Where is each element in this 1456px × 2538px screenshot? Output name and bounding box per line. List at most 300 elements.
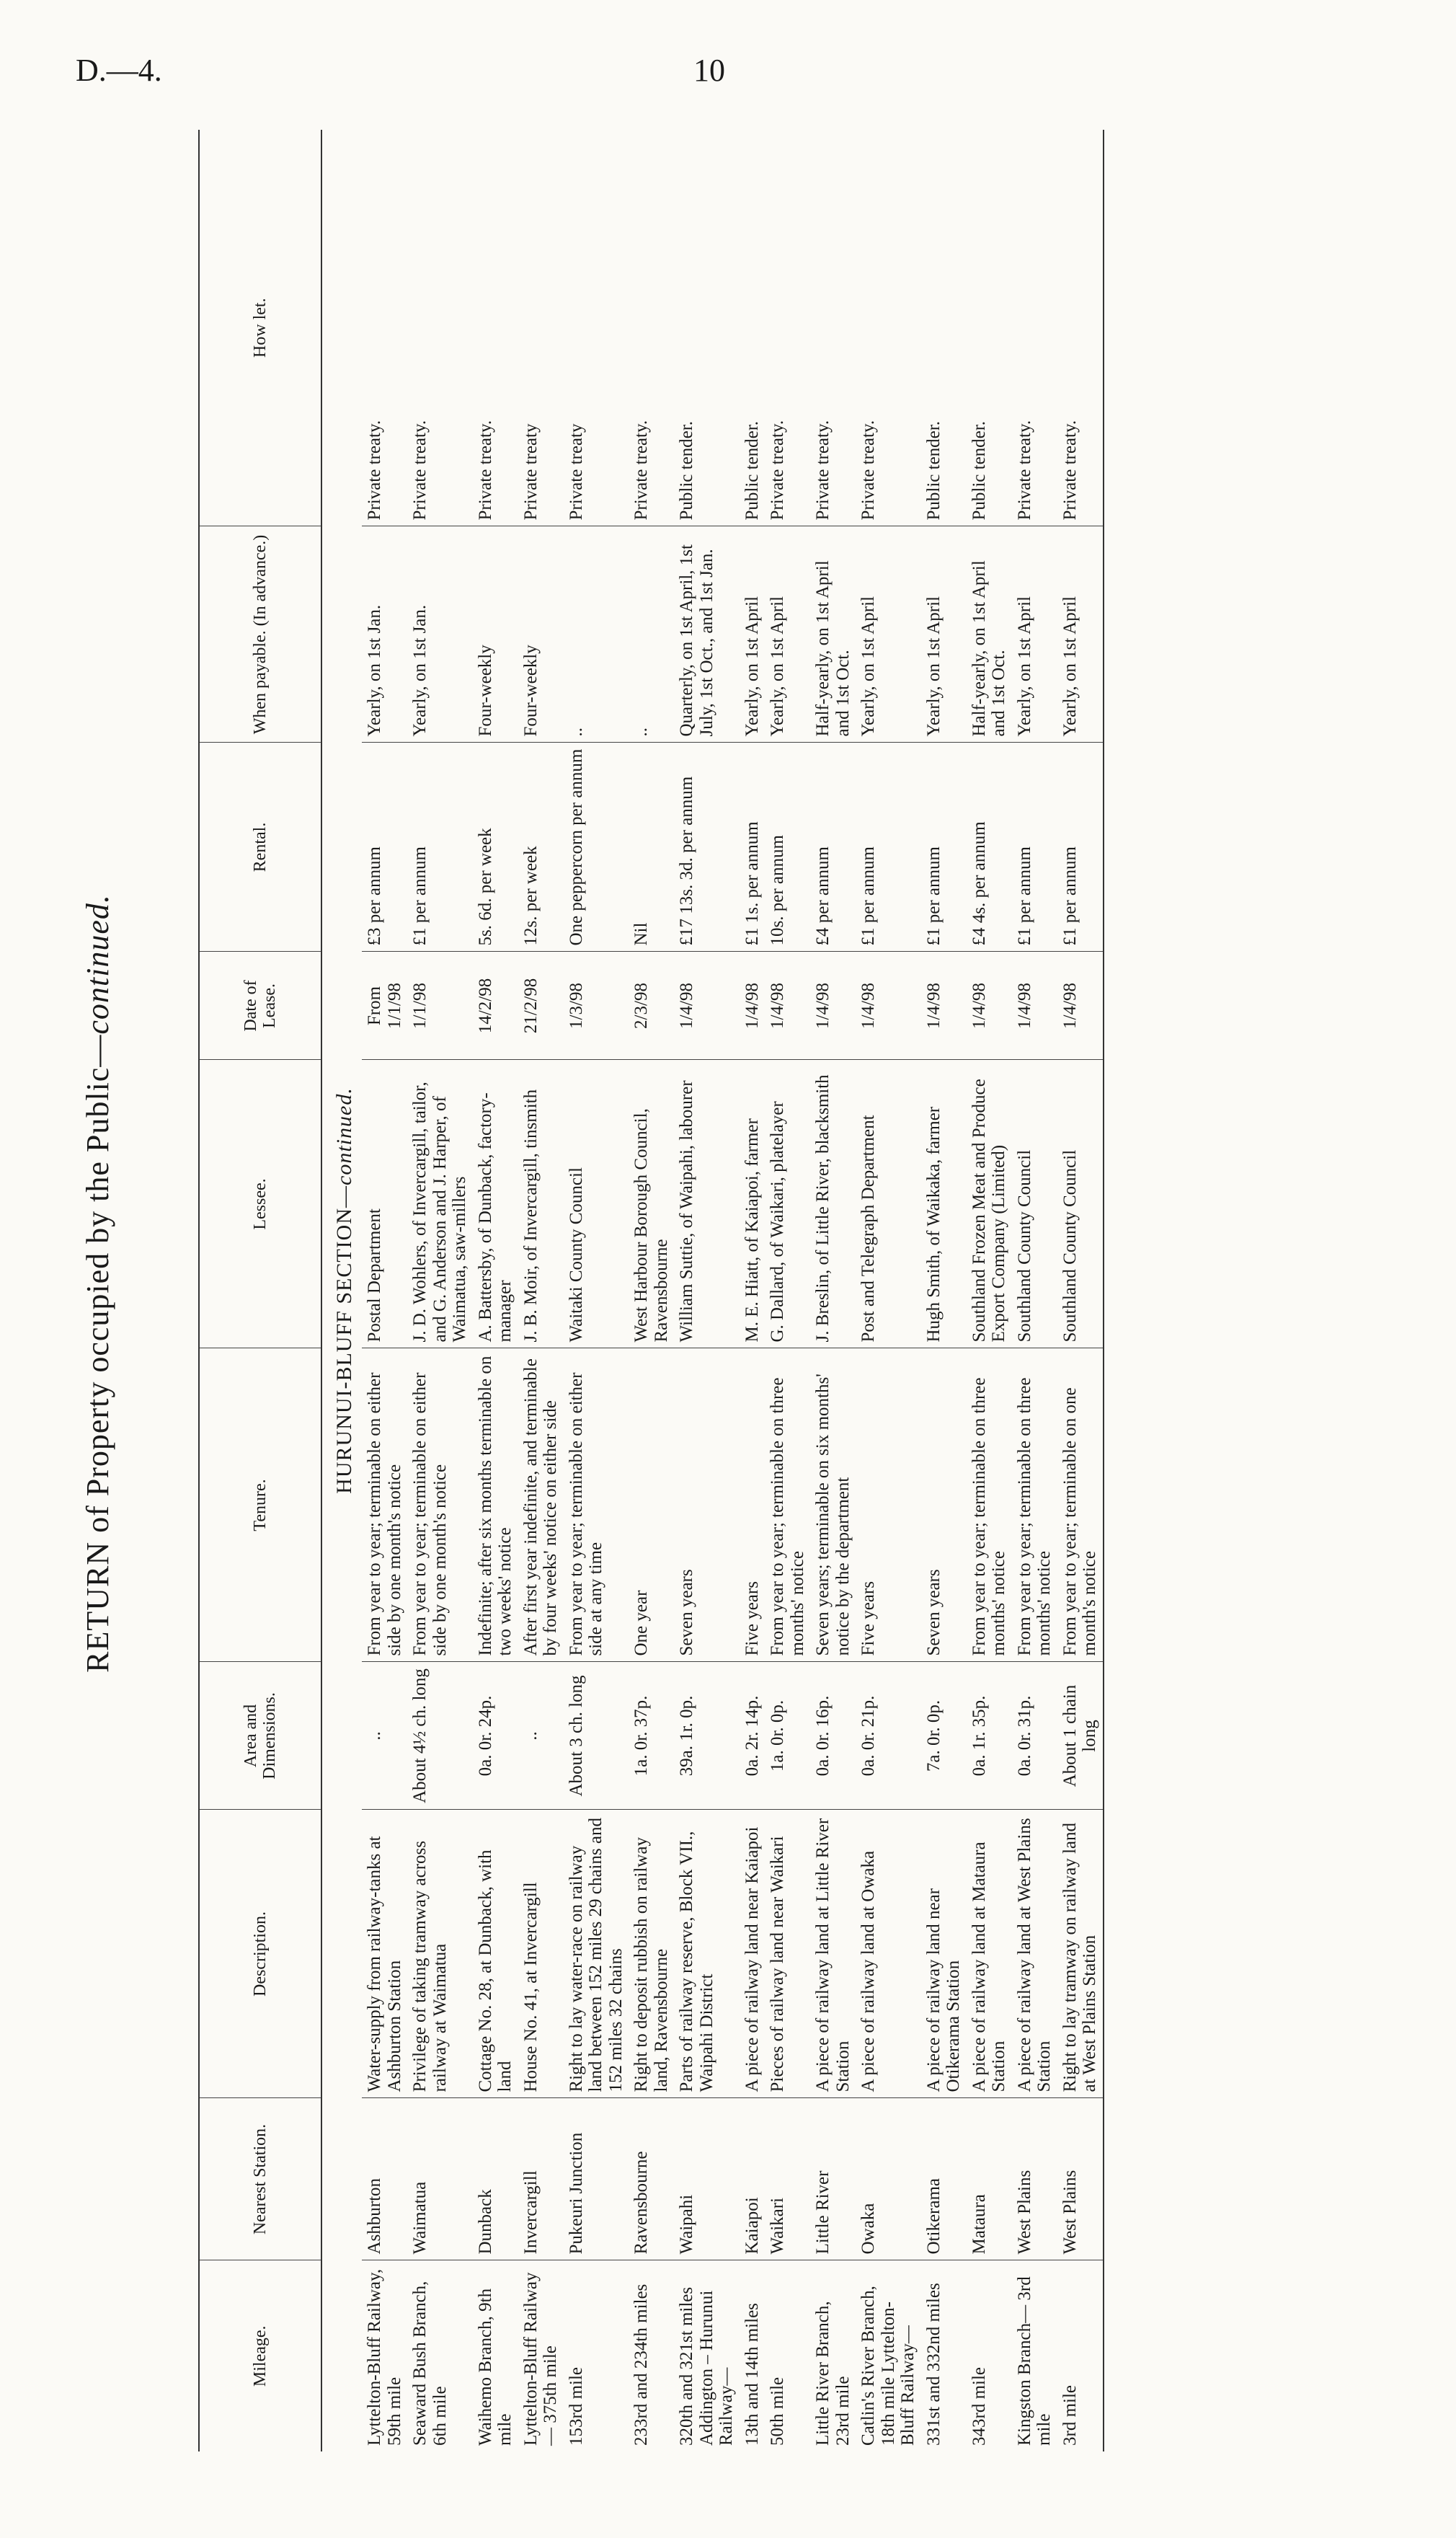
- col-how-let: How let.: [199, 130, 321, 526]
- payable-text: Yearly, on 1st April: [858, 596, 878, 737]
- how-let-cell: [518, 130, 564, 526]
- date-text: 1/4/98: [677, 983, 696, 1029]
- lessee-cell: [518, 1060, 564, 1348]
- area-cell: [629, 1662, 674, 1810]
- payable-text: Half-yearly, on 1st April and 1st Oct.: [969, 560, 1008, 737]
- area-text: 0a. 0r. 24p.: [475, 1695, 495, 1777]
- rental-text: 10s. per annum: [768, 835, 787, 946]
- tenure-cell: [674, 1348, 740, 1662]
- payable-cell: [564, 526, 629, 743]
- lessee-cell: [473, 1060, 518, 1348]
- mileage-text: 153rd mile: [566, 2366, 586, 2446]
- lessee-text: G. Dallard, of Waikari, platelayer: [768, 1101, 787, 1343]
- area-text: 0a. 0r. 16p.: [813, 1695, 833, 1777]
- station-text: Ashburton: [365, 2177, 384, 2255]
- tenure-cell: [967, 1348, 1012, 1662]
- station-text: Little River: [813, 2170, 833, 2255]
- lessee-cell: [740, 1060, 765, 1348]
- date-text: 1/3/98: [566, 983, 586, 1029]
- payable-text: Yearly, on 1st April: [742, 596, 762, 737]
- area-cell: [967, 1662, 1012, 1810]
- date-cell: [740, 952, 765, 1060]
- how-let-cell: [629, 130, 674, 526]
- how-let-cell: [1057, 130, 1104, 526]
- table-row: [629, 130, 674, 2451]
- station-cell: [765, 2098, 810, 2260]
- table-row: [740, 130, 765, 2451]
- lessee-text: Waitaki County Council: [566, 1167, 586, 1343]
- how-let-cell: [967, 130, 1012, 526]
- lessee-cell: [856, 1060, 921, 1348]
- rental-cell: [1057, 743, 1104, 952]
- title-continued: continued.: [80, 894, 115, 1035]
- tenure-cell: [856, 1348, 921, 1662]
- station-text: Waimatua: [410, 2181, 430, 2255]
- description-cell: [856, 1810, 921, 2098]
- date-text: 1/4/98: [923, 983, 944, 1029]
- lessee-cell: [810, 1060, 856, 1348]
- how-let-text: Private treaty: [566, 423, 586, 521]
- how-let-text: Public tender.: [677, 421, 696, 521]
- mileage-text: 331st and 332nd miles: [923, 2283, 944, 2446]
- page-number: 10: [693, 53, 725, 88]
- station-text: Pukeuri Junction: [566, 2132, 586, 2255]
- tenure-text: From year to year; terminable on three months' notice: [969, 1377, 1008, 1656]
- payable-cell: [810, 526, 856, 743]
- lessee-cell: [967, 1060, 1012, 1348]
- tenure-text: Seven years; terminable on six months' notice by the department: [813, 1374, 853, 1656]
- station-text: Otikerama: [923, 2177, 944, 2255]
- table-row: [1057, 130, 1104, 2451]
- col-when-payable: When payable. (In advance.): [199, 526, 321, 743]
- payable-cell: [967, 526, 1012, 743]
- date-cell: [629, 952, 674, 1060]
- rental-cell: [674, 743, 740, 952]
- how-let-cell: [856, 130, 921, 526]
- table-row: [473, 130, 518, 2451]
- how-let-text: Private treaty.: [1060, 420, 1080, 521]
- how-let-text: Private treaty.: [631, 420, 651, 521]
- rental-cell: [629, 743, 674, 952]
- lessee-cell: [921, 1060, 967, 1348]
- area-cell: [856, 1662, 921, 1810]
- description-cell: [765, 1810, 810, 2098]
- document-title: [79, 87, 116, 2480]
- lessee-cell: [1057, 1060, 1104, 1348]
- rental-text: £1 per annum: [1060, 846, 1080, 946]
- table-row: [810, 130, 856, 2451]
- how-let-cell: [362, 130, 407, 526]
- area-text: 0a. 1r. 35p.: [969, 1695, 989, 1777]
- tenure-text: Seven years: [677, 1569, 696, 1656]
- lessee-text: Southland County Council: [1060, 1149, 1080, 1343]
- payable-cell: [518, 526, 564, 743]
- area-cell: [1057, 1662, 1104, 1810]
- area-cell: [810, 1662, 856, 1810]
- rental-cell: [740, 743, 765, 952]
- date-text: 2/3/98: [631, 983, 651, 1029]
- date-cell: [810, 952, 856, 1060]
- date-cell: [765, 952, 810, 1060]
- document-code: D.—4.: [76, 53, 162, 88]
- how-let-text: Private treaty: [520, 423, 541, 521]
- mileage-cell: [473, 2260, 518, 2451]
- payable-cell: [1057, 526, 1104, 743]
- tenure-cell: [765, 1348, 810, 1662]
- date-cell: [518, 952, 564, 1060]
- col-nearest-station: Nearest Station.: [199, 2098, 321, 2260]
- date-cell: [362, 952, 407, 1060]
- description-cell: [740, 1810, 765, 2098]
- station-cell: [518, 2098, 564, 2260]
- date-cell: [967, 952, 1012, 1060]
- mileage-text: Seaward Bush Branch, 6th mile: [410, 2281, 450, 2446]
- description-text: Parts of railway reserve, Block VII., Waipahi District: [677, 1831, 716, 2092]
- table-row: [856, 130, 921, 2451]
- tenure-cell: [1012, 1348, 1057, 1662]
- payable-text: Four-weekly: [520, 645, 541, 737]
- description-text: A piece of railway land at Owaka: [858, 1850, 878, 2092]
- payable-cell: [362, 526, 407, 743]
- date-text: 1/4/98: [1014, 983, 1034, 1029]
- description-cell: [967, 1810, 1012, 2098]
- station-text: Dunback: [475, 2189, 495, 2255]
- table-row: [518, 130, 564, 2451]
- tenure-cell: [740, 1348, 765, 1662]
- payable-cell: [629, 526, 674, 743]
- description-text: Water-supply from railway-tanks at Ashburton Station: [365, 1836, 404, 2092]
- tenure-text: From year to year; terminable on three months' notice: [1014, 1377, 1054, 1656]
- station-text: Mataura: [969, 2194, 989, 2255]
- date-cell: [1057, 952, 1104, 1060]
- how-let-text: Private treaty.: [475, 420, 495, 521]
- payable-text: Yearly, on 1st April: [1014, 596, 1034, 737]
- mileage-text: 3rd mile: [1060, 2384, 1080, 2446]
- description-text: Right to deposit rubbish on railway land, Ravensbourne: [631, 1837, 671, 2092]
- lessee-cell: [362, 1060, 407, 1348]
- description-cell: [407, 1810, 473, 2098]
- rental-cell: [473, 743, 518, 952]
- area-text: ..: [365, 1731, 384, 1741]
- tenure-text: From year to year; terminable on either side by one month's notice: [410, 1372, 450, 1656]
- rental-cell: [518, 743, 564, 952]
- rental-text: £1 per annum: [858, 846, 878, 946]
- section-title: HURUNUI-BLUFF SECTION—: [332, 1185, 356, 1494]
- col-rental: Rental.: [199, 743, 321, 952]
- tenure-text: From year to year; terminable on either side at any time: [566, 1372, 605, 1656]
- area-cell: [518, 1662, 564, 1810]
- rental-text: £1 per annum: [923, 846, 944, 946]
- how-let-cell: [1012, 130, 1057, 526]
- tenure-cell: [407, 1348, 473, 1662]
- description-cell: [518, 1810, 564, 2098]
- mileage-cell: [564, 2260, 629, 2451]
- date-cell: [674, 952, 740, 1060]
- how-let-text: Private treaty.: [1014, 420, 1034, 521]
- station-cell: [674, 2098, 740, 2260]
- how-let-cell: [473, 130, 518, 526]
- tenure-cell: [473, 1348, 518, 1662]
- payable-text: ..: [566, 728, 586, 737]
- tenure-text: From year to year; terminable on one month's notice: [1060, 1387, 1099, 1656]
- rental-text: £1 per annum: [1014, 846, 1034, 946]
- lessee-text: West Harbour Borough Council, Ravensbourne: [631, 1108, 671, 1343]
- tenure-cell: [629, 1348, 674, 1662]
- how-let-text: Private treaty.: [768, 420, 787, 521]
- description-text: Right to lay tramway on railway land at West Plains Station: [1060, 1822, 1099, 2092]
- area-cell: [765, 1662, 810, 1810]
- tenure-text: From year to year; terminable on either side by one month's notice: [365, 1372, 404, 1656]
- description-text: A piece of railway land at West Plains Station: [1014, 1818, 1054, 2092]
- station-text: Ravensbourne: [631, 2151, 651, 2255]
- rental-cell: [967, 743, 1012, 952]
- date-text: 1/4/98: [813, 983, 833, 1029]
- station-cell: [921, 2098, 967, 2260]
- station-text: West Plains: [1060, 2170, 1080, 2255]
- mileage-cell: [967, 2260, 1012, 2451]
- col-tenure: Tenure.: [199, 1348, 321, 1662]
- station-text: West Plains: [1014, 2170, 1034, 2255]
- lessee-text: J. Breslin, of Little River, blacksmith: [813, 1074, 833, 1343]
- lessee-text: A. Battersby, of Dunback, factory-manager: [475, 1092, 515, 1343]
- date-text: 1/4/98: [858, 983, 878, 1029]
- description-text: House No. 41, at Invercargill: [520, 1882, 541, 2092]
- station-cell: [810, 2098, 856, 2260]
- area-cell: [407, 1662, 473, 1810]
- rental-cell: [810, 743, 856, 952]
- mileage-cell: [1057, 2260, 1104, 2451]
- station-text: Waipahi: [677, 2194, 696, 2255]
- how-let-cell: [740, 130, 765, 526]
- mileage-text: 343rd mile: [969, 2366, 989, 2446]
- description-text: A piece of railway land near Kaiapoi: [742, 1826, 762, 2092]
- station-text: Waikari: [768, 2197, 787, 2255]
- rental-text: £4 per annum: [813, 846, 833, 946]
- station-text: Owaka: [858, 2203, 878, 2255]
- rental-text: One peppercorn per annum: [566, 748, 586, 946]
- mileage-cell: [1012, 2260, 1057, 2451]
- station-cell: [473, 2098, 518, 2260]
- rental-text: £17 13s. 3d. per annum: [677, 776, 696, 946]
- payable-text: Yearly, on 1st April: [768, 596, 787, 737]
- title-main: RETURN of Property occupied by the Public—: [80, 1034, 115, 1673]
- how-let-text: Public tender.: [923, 421, 944, 521]
- area-text: About 3 ch. long: [566, 1675, 586, 1797]
- table-row: [564, 130, 629, 2451]
- date-text: 1/4/98: [742, 983, 762, 1029]
- mileage-cell: [518, 2260, 564, 2451]
- lessee-text: Southland County Council: [1014, 1149, 1034, 1343]
- how-let-text: Private treaty.: [813, 420, 833, 521]
- rotated-page: [72, 87, 1370, 2480]
- lessee-cell: [407, 1060, 473, 1348]
- rental-text: 5s. 6d. per week: [475, 828, 495, 946]
- station-text: Invercargill: [520, 2170, 541, 2255]
- tenure-cell: [564, 1348, 629, 1662]
- date-text: 1/4/98: [969, 983, 989, 1029]
- area-cell: [1012, 1662, 1057, 1810]
- station-cell: [1057, 2098, 1104, 2260]
- station-cell: [967, 2098, 1012, 2260]
- mileage-text: 233rd and 234th miles: [631, 2283, 651, 2446]
- tenure-text: Five years: [858, 1581, 878, 1656]
- payable-text: Yearly, on 1st Jan.: [410, 604, 430, 737]
- payable-cell: [856, 526, 921, 743]
- col-description: Description.: [199, 1810, 321, 2098]
- payable-text: Yearly, on 1st Jan.: [365, 604, 384, 737]
- property-return-table: [198, 130, 1104, 2451]
- area-text: About 1 chain long: [1060, 1684, 1099, 1787]
- rental-cell: [362, 743, 407, 952]
- how-let-cell: [765, 130, 810, 526]
- mileage-text: Waihemo Branch, 9th mile: [475, 2288, 515, 2446]
- lessee-cell: [564, 1060, 629, 1348]
- tenure-cell: [362, 1348, 407, 1662]
- station-cell: [629, 2098, 674, 2260]
- description-text: A piece of railway land near Otikerama Station: [923, 1888, 963, 2092]
- lessee-cell: [629, 1060, 674, 1348]
- how-let-text: Private treaty.: [858, 420, 878, 521]
- area-text: 1a. 0r. 0p.: [768, 1699, 787, 1772]
- lessee-text: Postal Department: [365, 1208, 384, 1343]
- mileage-cell: [362, 2260, 407, 2451]
- mileage-cell: [856, 2260, 921, 2451]
- payable-text: Yearly, on 1st April: [1060, 596, 1080, 737]
- header-row: [199, 130, 321, 2451]
- lessee-cell: [674, 1060, 740, 1348]
- rental-cell: [921, 743, 967, 952]
- description-cell: [921, 1810, 967, 2098]
- description-cell: [674, 1810, 740, 2098]
- section-heading-row: [321, 130, 362, 2451]
- description-cell: [564, 1810, 629, 2098]
- tenure-cell: [810, 1348, 856, 1662]
- area-text: 0a. 0r. 31p.: [1014, 1695, 1034, 1777]
- lessee-cell: [1012, 1060, 1057, 1348]
- description-text: A piece of railway land at Mataura Station: [969, 1841, 1008, 2092]
- date-cell: [564, 952, 629, 1060]
- payable-cell: [765, 526, 810, 743]
- how-let-text: Private treaty.: [410, 420, 430, 521]
- mileage-text: Lyttelton-Bluff Railway— 375th mile: [520, 2272, 560, 2446]
- description-cell: [629, 1810, 674, 2098]
- mileage-cell: [674, 2260, 740, 2451]
- date-cell: [921, 952, 967, 1060]
- date-text: 1/4/98: [1060, 983, 1080, 1029]
- lessee-text: Southland Frozen Meat and Produce Export Company (Limited): [969, 1079, 1008, 1343]
- tenure-text: Seven years: [923, 1569, 944, 1656]
- tenure-cell: [921, 1348, 967, 1662]
- mileage-text: Little River Branch, 23rd mile: [813, 2301, 853, 2446]
- how-let-text: Private treaty.: [365, 420, 384, 521]
- lessee-text: J. D. Wohlers, of Invercargill, tailor, and G. Anderson and J. Harper, of Waimatua, saw-millers: [410, 1082, 469, 1343]
- area-text: ..: [520, 1731, 541, 1741]
- how-let-cell: [564, 130, 629, 526]
- rental-cell: [407, 743, 473, 952]
- date-text: 1/1/98: [384, 983, 404, 1029]
- description-cell: [362, 1810, 407, 2098]
- date-from-label: From: [365, 986, 384, 1026]
- date-text: 1/1/98: [410, 983, 430, 1029]
- area-cell: [362, 1662, 407, 1810]
- payable-text: Yearly, on 1st April: [923, 596, 944, 737]
- mileage-text: Lyttelton-Bluff Railway, 59th mile: [365, 2268, 404, 2446]
- date-text: 1/4/98: [768, 983, 787, 1029]
- how-let-cell: [674, 130, 740, 526]
- date-cell: [473, 952, 518, 1060]
- payable-cell: [1012, 526, 1057, 743]
- description-cell: [810, 1810, 856, 2098]
- area-cell: [921, 1662, 967, 1810]
- payable-cell: [921, 526, 967, 743]
- date-text: 21/2/98: [520, 978, 541, 1034]
- station-cell: [407, 2098, 473, 2260]
- description-cell: [1012, 1810, 1057, 2098]
- description-text: Cottage No. 28, at Dunback, with land: [475, 1849, 515, 2092]
- rental-cell: [564, 743, 629, 952]
- date-text: 14/2/98: [475, 978, 495, 1034]
- area-text: 0a. 0r. 21p.: [858, 1695, 878, 1777]
- how-let-cell: [810, 130, 856, 526]
- description-text: Right to lay water-race on railway land between 152 miles 29 chains and 152 miles 32 chains: [566, 1818, 626, 2092]
- how-let-cell: [921, 130, 967, 526]
- tenure-cell: [1057, 1348, 1104, 1662]
- station-cell: [1012, 2098, 1057, 2260]
- lessee-text: M. E. Hiatt, of Kaiapoi, farmer: [742, 1118, 762, 1343]
- table-row: [362, 130, 407, 2451]
- payable-text: Four-weekly: [475, 645, 495, 737]
- rental-text: £3 per annum: [365, 846, 384, 946]
- area-cell: [473, 1662, 518, 1810]
- mileage-cell: [629, 2260, 674, 2451]
- area-cell: [674, 1662, 740, 1810]
- section-heading: [321, 130, 362, 2451]
- area-cell: [564, 1662, 629, 1810]
- date-cell: [1012, 952, 1057, 1060]
- station-text: Kaiapoi: [742, 2197, 762, 2255]
- rental-text: £4 4s. per annum: [969, 821, 989, 946]
- payable-cell: [473, 526, 518, 743]
- area-text: 0a. 2r. 14p.: [742, 1695, 762, 1777]
- table-row: [1012, 130, 1057, 2451]
- mileage-text: Catlin's River Branch, 18th mile Lyttelton-Bluff Railway—: [858, 2286, 918, 2446]
- col-mileage: Mileage.: [199, 2260, 321, 2451]
- area-text: 39a. 1r. 0p.: [677, 1695, 696, 1777]
- mileage-text: 50th mile: [768, 2376, 787, 2446]
- lessee-text: William Suttie, of Waipahi, labourer: [677, 1080, 696, 1343]
- tenure-text: Indefinite; after six months terminable on two weeks' notice: [475, 1356, 515, 1656]
- area-text: About 4½ ch. long: [410, 1668, 430, 1803]
- section-continued: continued.: [332, 1087, 356, 1185]
- col-date-of-lease: Date of Lease.: [199, 952, 321, 1060]
- rental-text: Nil: [631, 922, 651, 946]
- tenure-text: After first year indefinite, and terminable by four weeks' notice on either side: [520, 1358, 560, 1656]
- area-text: 1a. 0r. 37p.: [631, 1695, 651, 1777]
- payable-text: Half-yearly, on 1st April and 1st Oct.: [813, 560, 853, 737]
- date-cell: [856, 952, 921, 1060]
- mileage-cell: [810, 2260, 856, 2451]
- rental-cell: [1012, 743, 1057, 952]
- rental-text: £1 1s. per annum: [742, 821, 762, 946]
- payable-cell: [740, 526, 765, 743]
- mileage-text: 13th and 14th miles: [742, 2303, 762, 2446]
- lessee-text: Hugh Smith, of Waikaka, farmer: [923, 1106, 944, 1343]
- mileage-text: Kingston Branch— 3rd mile: [1014, 2276, 1054, 2446]
- description-cell: [1057, 1810, 1104, 2098]
- table-row: [921, 130, 967, 2451]
- tenure-text: From year to year; terminable on three months' notice: [768, 1377, 807, 1656]
- payable-cell: [407, 526, 473, 743]
